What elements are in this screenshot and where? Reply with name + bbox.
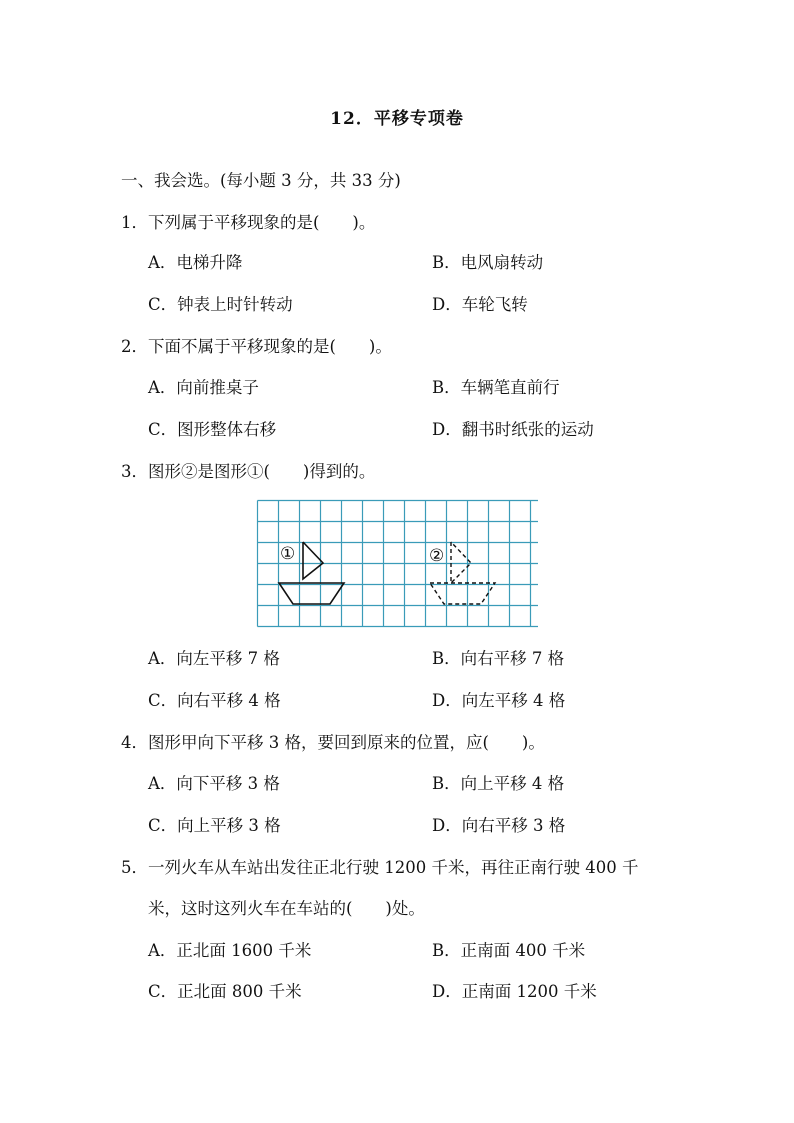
grid-svg	[256, 499, 538, 629]
q3-option-c[interactable]: C．向右平移 4 格	[148, 691, 281, 710]
q5-option-d[interactable]: D．正南面 1200 千米	[432, 982, 597, 1001]
boat-2-hull	[430, 583, 495, 604]
q4-option-c[interactable]: C．向上平移 3 格	[148, 816, 281, 835]
section-heading: 一、我会选。(每小题 3 分，共 33 分)	[121, 171, 401, 190]
translation-grid-figure	[256, 499, 538, 633]
q1-option-c[interactable]: C．钟表上时针转动	[148, 295, 293, 314]
q2-option-b[interactable]: B．车辆笔直前行	[432, 378, 560, 397]
q1-option-a[interactable]: A．电梯升降	[148, 253, 243, 272]
question-2-stem: 2．下面不属于平移现象的是( )。	[121, 337, 392, 356]
figure-2-label: ②	[429, 546, 445, 566]
q4-option-a[interactable]: A．向下平移 3 格	[148, 774, 280, 793]
q1-option-d[interactable]: D．车轮飞转	[432, 295, 528, 314]
q5-option-c[interactable]: C．正北面 800 千米	[148, 982, 302, 1001]
question-4-stem: 4．图形甲向下平移 3 格，要回到原来的位置，应( )。	[121, 733, 545, 752]
q4-option-d[interactable]: D．向右平移 3 格	[432, 816, 566, 835]
figure-1-label: ①	[280, 544, 296, 564]
page-title: 12．平移专项卷	[330, 109, 464, 129]
q3-option-b[interactable]: B．向右平移 7 格	[432, 649, 565, 668]
q5-option-a[interactable]: A．正北面 1600 千米	[148, 941, 312, 960]
q4-option-b[interactable]: B．向上平移 4 格	[432, 774, 565, 793]
q2-option-d[interactable]: D．翻书时纸张的运动	[432, 420, 594, 439]
boat-1-hull	[279, 583, 344, 604]
question-5-stem: 5．一列火车从车站出发往正北行驶 1200 千米，再往正南行驶 400 千	[121, 858, 639, 877]
q3-option-d[interactable]: D．向左平移 4 格	[432, 691, 566, 710]
q5-option-b[interactable]: B．正南面 400 千米	[432, 941, 586, 960]
q3-option-a[interactable]: A．向左平移 7 格	[148, 649, 280, 668]
q1-option-b[interactable]: B．电风扇转动	[432, 253, 544, 272]
question-1-stem: 1．下列属于平移现象的是( )。	[121, 213, 376, 232]
question-5-stem-continued: 米，这时这列火车在车站的( )处。	[148, 899, 425, 918]
q2-option-a[interactable]: A．向前推桌子	[148, 378, 259, 397]
grid-lines	[258, 501, 539, 627]
q2-option-c[interactable]: C．图形整体右移	[148, 420, 277, 439]
question-3-stem: 3．图形②是图形①( )得到的。	[121, 462, 376, 481]
